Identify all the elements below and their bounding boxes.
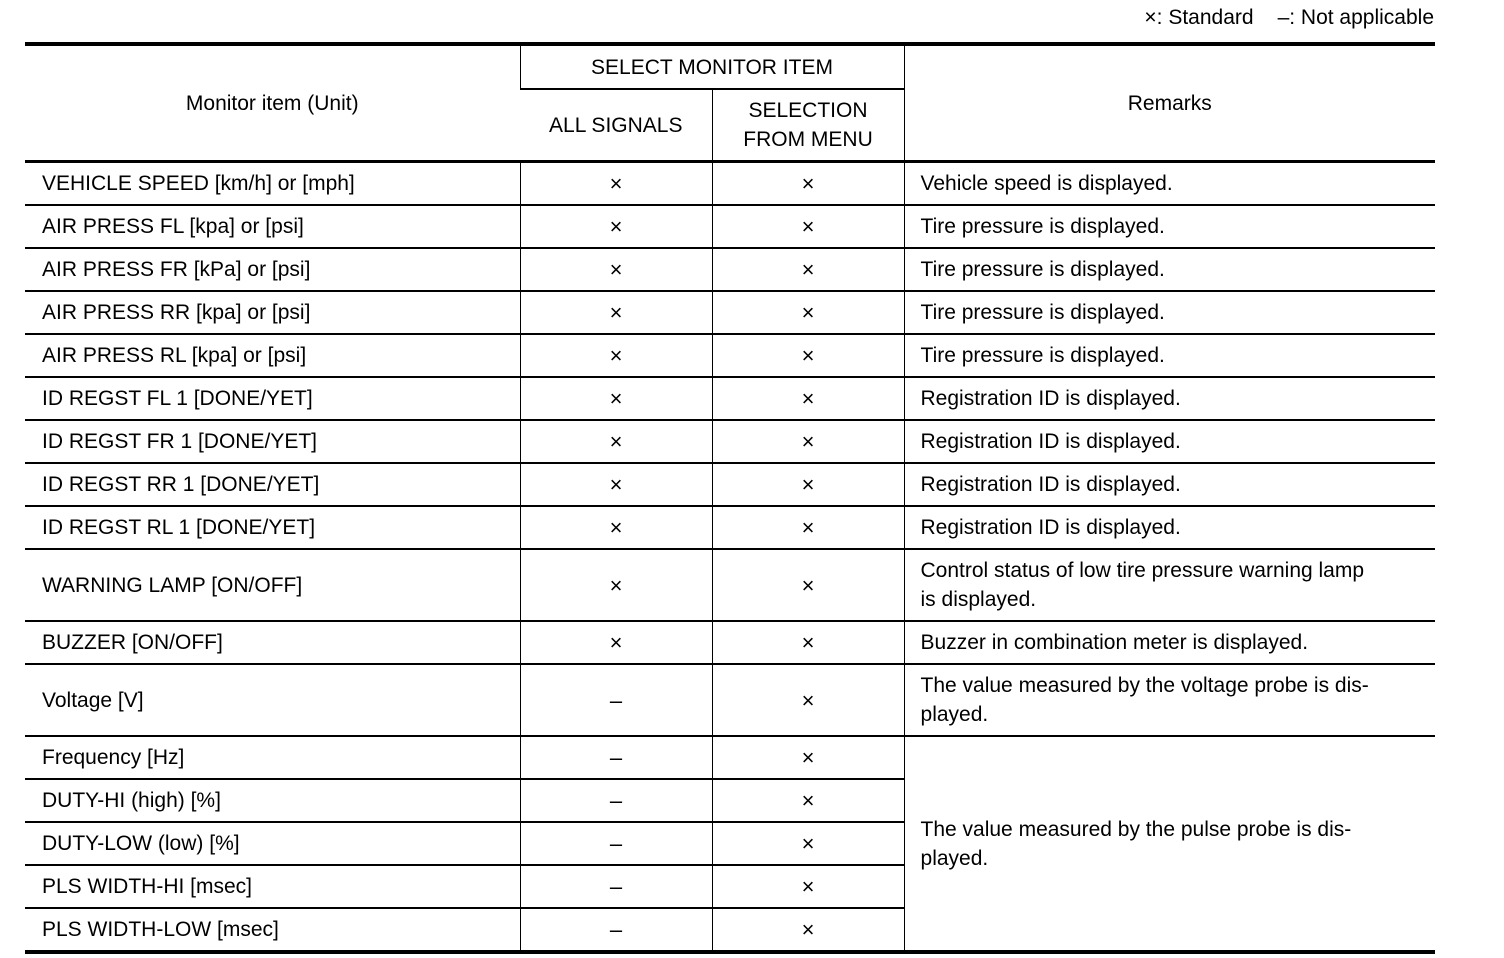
all-signals-cell: – xyxy=(520,736,712,779)
table-row xyxy=(25,420,1435,463)
monitor-item-cell: Voltage [V] xyxy=(25,664,520,736)
remark-cell: Tire pressure is displayed. xyxy=(904,248,1435,291)
all-signals-cell: × xyxy=(520,420,712,463)
all-signals-cell: – xyxy=(520,779,712,822)
all-signals-cell: – xyxy=(520,664,712,736)
selection-cell: × xyxy=(712,463,904,506)
table-row xyxy=(25,205,1435,248)
selection-cell: × xyxy=(712,291,904,334)
table-row xyxy=(25,736,1435,779)
selection-cell: × xyxy=(712,420,904,463)
monitor-item-cell: VEHICLE SPEED [km/h] or [mph] xyxy=(25,162,520,206)
selection-cell: × xyxy=(712,506,904,549)
all-signals-cell: × xyxy=(520,205,712,248)
table-row xyxy=(25,291,1435,334)
table-row xyxy=(25,162,1435,206)
selection-cell: × xyxy=(712,865,904,908)
remark-cell: Tire pressure is displayed. xyxy=(904,205,1435,248)
monitor-item-cell: ID REGST FL 1 [DONE/YET] xyxy=(25,377,520,420)
remark-cell: Buzzer in combination meter is displayed. xyxy=(904,621,1435,664)
legend-not-applicable: –: Not applicable xyxy=(1277,6,1434,29)
remark-cell: Registration ID is displayed. xyxy=(904,377,1435,420)
header-monitor-item: Monitor item (Unit) xyxy=(25,44,520,162)
remark-cell: Control status of low tire pressure warning lamp is displayed. xyxy=(904,549,1435,621)
monitor-item-cell: ID REGST FR 1 [DONE/YET] xyxy=(25,420,520,463)
table-row xyxy=(25,377,1435,420)
all-signals-cell: × xyxy=(520,621,712,664)
selection-cell: × xyxy=(712,334,904,377)
monitor-item-cell: AIR PRESS RL [kpa] or [psi] xyxy=(25,334,520,377)
header-all-signals: ALL SIGNALS xyxy=(520,89,712,162)
remark-cell: Registration ID is displayed. xyxy=(904,463,1435,506)
monitor-item-cell: ID REGST RR 1 [DONE/YET] xyxy=(25,463,520,506)
table-row xyxy=(25,549,1435,621)
header-selection-from-menu: SELECTION FROM MENU xyxy=(712,89,904,162)
selection-cell: × xyxy=(712,822,904,865)
selection-cell: × xyxy=(712,162,904,206)
selection-cell: × xyxy=(712,549,904,621)
monitor-item-cell: AIR PRESS FL [kpa] or [psi] xyxy=(25,205,520,248)
table-row xyxy=(25,506,1435,549)
all-signals-cell: – xyxy=(520,822,712,865)
remark-cell: Registration ID is displayed. xyxy=(904,506,1435,549)
legend-standard: ×: Standard xyxy=(1144,6,1254,29)
monitor-item-cell: AIR PRESS FR [kPa] or [psi] xyxy=(25,248,520,291)
table-row xyxy=(25,621,1435,664)
selection-cell: × xyxy=(712,248,904,291)
remark-cell: The value measured by the voltage probe is dis- played. xyxy=(904,664,1435,736)
all-signals-cell: × xyxy=(520,463,712,506)
all-signals-cell: × xyxy=(520,334,712,377)
monitor-item-cell: Frequency [Hz] xyxy=(25,736,520,779)
all-signals-cell: × xyxy=(520,248,712,291)
selection-cell: × xyxy=(712,621,904,664)
all-signals-cell: – xyxy=(520,865,712,908)
all-signals-cell: × xyxy=(520,291,712,334)
monitor-item-cell: DUTY-HI (high) [%] xyxy=(25,779,520,822)
selection-cell: × xyxy=(712,736,904,779)
monitor-item-cell: WARNING LAMP [ON/OFF] xyxy=(25,549,520,621)
all-signals-cell: × xyxy=(520,506,712,549)
table-row xyxy=(25,664,1435,736)
monitor-item-cell: ID REGST RL 1 [DONE/YET] xyxy=(25,506,520,549)
monitor-item-cell: DUTY-LOW (low) [%] xyxy=(25,822,520,865)
monitor-item-table xyxy=(25,42,1435,954)
remark-cell: Tire pressure is displayed. xyxy=(904,334,1435,377)
remark-cell: Vehicle speed is displayed. xyxy=(904,162,1435,206)
all-signals-cell: × xyxy=(520,162,712,206)
monitor-item-cell: AIR PRESS RR [kpa] or [psi] xyxy=(25,291,520,334)
pulse-probe-remark-cell: The value measured by the pulse probe is dis- played. xyxy=(904,736,1435,952)
remark-cell: Registration ID is displayed. xyxy=(904,420,1435,463)
selection-cell: × xyxy=(712,908,904,952)
monitor-item-cell: BUZZER [ON/OFF] xyxy=(25,621,520,664)
selection-cell: × xyxy=(712,205,904,248)
legend xyxy=(1144,6,1434,30)
header-select-monitor-item: SELECT MONITOR ITEM xyxy=(520,44,904,89)
all-signals-cell: × xyxy=(520,549,712,621)
selection-cell: × xyxy=(712,779,904,822)
selection-cell: × xyxy=(712,377,904,420)
remark-cell: Tire pressure is displayed. xyxy=(904,291,1435,334)
monitor-item-cell: PLS WIDTH-LOW [msec] xyxy=(25,908,520,952)
all-signals-cell: × xyxy=(520,377,712,420)
table-row xyxy=(25,248,1435,291)
header-remarks: Remarks xyxy=(904,44,1435,162)
all-signals-cell: – xyxy=(520,908,712,952)
table-row xyxy=(25,463,1435,506)
monitor-item-cell: PLS WIDTH-HI [msec] xyxy=(25,865,520,908)
selection-cell: × xyxy=(712,664,904,736)
table-row xyxy=(25,334,1435,377)
